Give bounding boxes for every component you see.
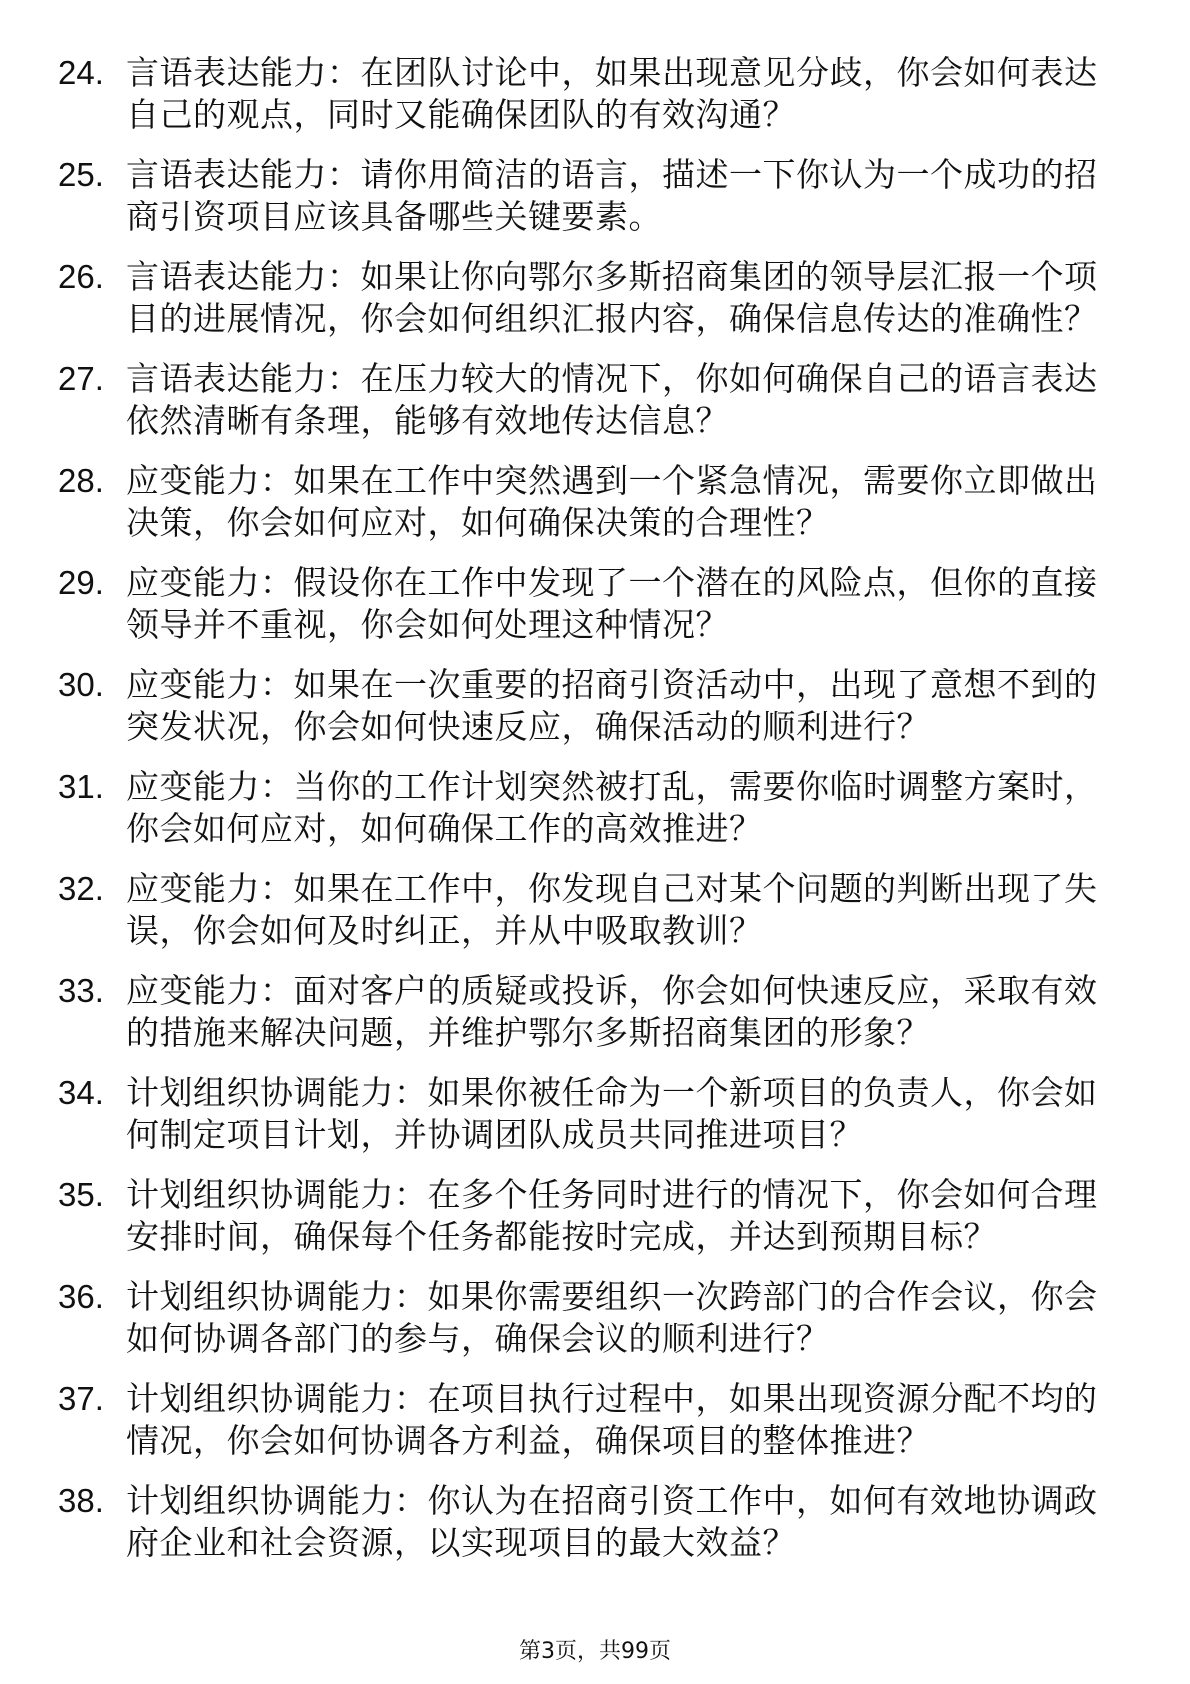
question-text: 计划组织协调能力：在多个任务同时进行的情况下，你会如何合理安排时间，确保每个任务都能按时完成，并达到预期目标？ <box>126 1175 1098 1256</box>
question-text: 计划组织协调能力：你认为在招商引资工作中，如何有效地协调政府企业和社会资源，以实现项目的最大效益？ <box>126 1481 1098 1562</box>
page-footer <box>0 1638 1190 1666</box>
question-text: 应变能力：如果在工作中，你发现自己对某个问题的判断出现了失误，你会如何及时纠正，并从中吸取教训？ <box>126 869 1098 950</box>
question-text: 应变能力：面对客户的质疑或投诉，你会如何快速反应，采取有效的措施来解决问题，并维护鄂尔多斯招商集团的形象？ <box>126 971 1098 1052</box>
question-item <box>58 766 1118 850</box>
question-number: 33. <box>58 972 104 1009</box>
question-number: 32. <box>58 870 104 907</box>
question-number: 28. <box>58 462 104 499</box>
question-number: 25. <box>58 156 104 193</box>
question-text: 言语表达能力：如果让你向鄂尔多斯招商集团的领导层汇报一个项目的进展情况，你会如何组织汇报内容，确保信息传达的准确性？ <box>126 257 1098 338</box>
question-item <box>58 1276 1118 1360</box>
question-text: 应变能力：如果在工作中突然遇到一个紧急情况，需要你立即做出决策，你会如何应对，如何确保决策的合理性？ <box>126 461 1098 542</box>
question-item <box>58 1480 1118 1564</box>
question-number: 38. <box>58 1482 104 1519</box>
question-item <box>58 256 1118 340</box>
question-number: 36. <box>58 1278 104 1315</box>
question-text: 计划组织协调能力：在项目执行过程中，如果出现资源分配不均的情况，你会如何协调各方利益，确保项目的整体推进？ <box>126 1379 1098 1460</box>
question-item <box>58 868 1118 952</box>
question-item <box>58 460 1118 544</box>
question-text: 言语表达能力：在团队讨论中，如果出现意见分歧，你会如何表达自己的观点，同时又能确保团队的有效沟通？ <box>126 53 1098 134</box>
question-item <box>58 154 1118 238</box>
question-number: 34. <box>58 1074 104 1111</box>
question-item <box>58 1378 1118 1462</box>
question-text: 应变能力：如果在一次重要的招商引资活动中，出现了意想不到的突发状况，你会如何快速反应，确保活动的顺利进行？ <box>126 665 1098 746</box>
question-text: 言语表达能力：请你用简洁的语言，描述一下你认为一个成功的招商引资项目应该具备哪些关键要素。 <box>126 155 1098 236</box>
question-number: 37. <box>58 1380 104 1417</box>
question-text: 应变能力：假设你在工作中发现了一个潜在的风险点，但你的直接领导并不重视，你会如何处理这种情况？ <box>126 563 1098 644</box>
question-number: 26. <box>58 258 104 295</box>
question-item <box>58 562 1118 646</box>
question-item <box>58 358 1118 442</box>
question-number: 29. <box>58 564 104 601</box>
question-number: 31. <box>58 768 104 805</box>
question-list <box>58 52 1118 1582</box>
page-number-label: 第3页，共99页 <box>519 1639 671 1664</box>
question-text: 应变能力：当你的工作计划突然被打乱，需要你临时调整方案时，你会如何应对，如何确保工作的高效推进？ <box>126 767 1098 848</box>
question-number: 30. <box>58 666 104 703</box>
question-number: 27. <box>58 360 104 397</box>
question-number: 24. <box>58 54 104 91</box>
question-item <box>58 664 1118 748</box>
question-text: 言语表达能力：在压力较大的情况下，你如何确保自己的语言表达依然清晰有条理，能够有效地传达信息？ <box>126 359 1098 440</box>
question-item <box>58 1072 1118 1156</box>
question-text: 计划组织协调能力：如果你需要组织一次跨部门的合作会议，你会如何协调各部门的参与，确保会议的顺利进行？ <box>126 1277 1098 1358</box>
question-number: 35. <box>58 1176 104 1213</box>
question-item <box>58 970 1118 1054</box>
question-item <box>58 1174 1118 1258</box>
question-item <box>58 52 1118 136</box>
question-text: 计划组织协调能力：如果你被任命为一个新项目的负责人，你会如何制定项目计划，并协调团队成员共同推进项目？ <box>126 1073 1098 1154</box>
